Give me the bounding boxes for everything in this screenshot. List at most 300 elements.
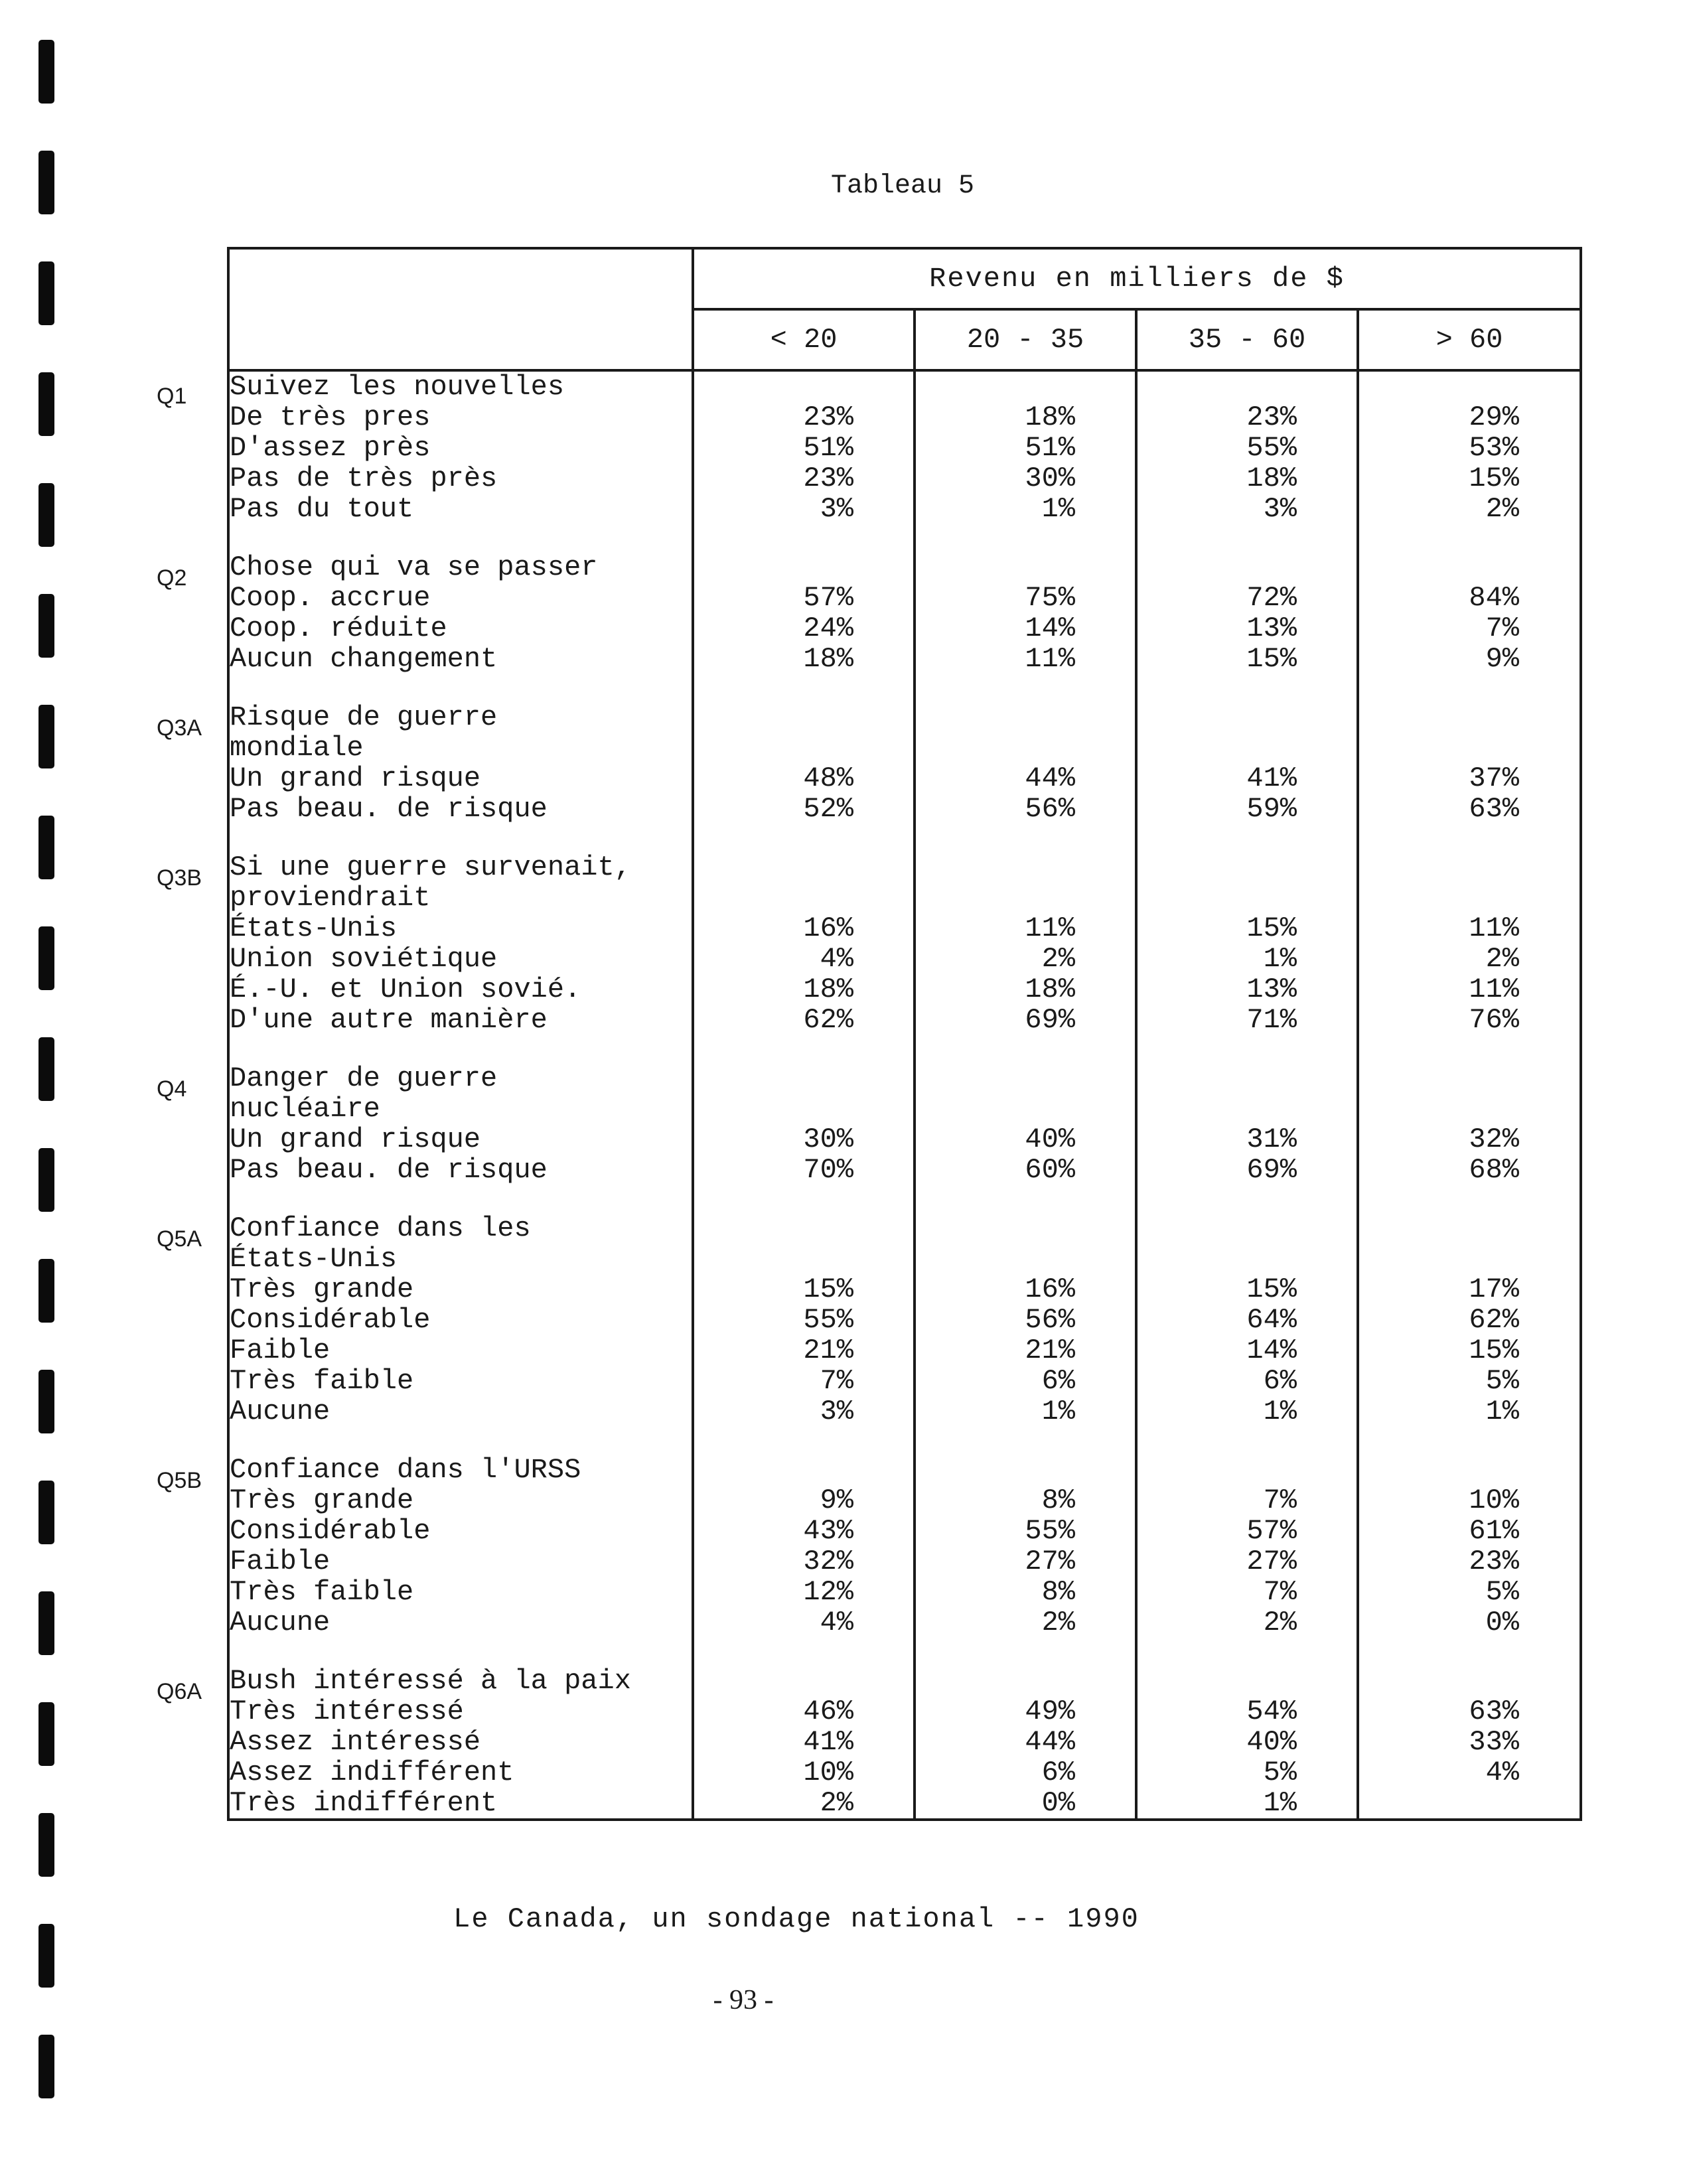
percent-value: 31% [1246,1124,1297,1155]
page-number: - 93 - [713,1985,774,2015]
value-cell [693,763,915,794]
table-row [228,974,1581,1005]
value-cell [1358,1124,1581,1155]
percent-value: 33% [1469,1726,1519,1758]
empty-cell [1358,1035,1581,1063]
percent-value: 2% [1263,1607,1297,1638]
empty-cell [1358,1455,1581,1485]
value-cell [1136,613,1358,644]
empty-cell [228,674,693,702]
table-row [228,463,1581,494]
value-cell [1136,1274,1358,1305]
row-label: Aucun changement [228,644,693,674]
empty-cell [228,1427,693,1455]
binding-hole [38,926,54,990]
percent-value: 51% [803,432,853,464]
empty-cell [693,1638,915,1666]
table-row [228,1124,1581,1155]
section-heading-row [228,1094,1581,1124]
empty-cell [1136,702,1358,733]
empty-cell [1358,1094,1581,1124]
percent-value: 52% [803,793,853,825]
percent-value: 1% [1263,1396,1297,1427]
table-row [228,1274,1581,1305]
value-cell [693,1274,915,1305]
value-cell [1136,1788,1358,1820]
empty-cell [693,1094,915,1124]
value-cell [915,1124,1136,1155]
value-cell [915,794,1136,824]
section-heading-row [228,370,1581,402]
section-heading: Confiance dans les [228,1213,693,1244]
table-row [228,944,1581,974]
value-cell [693,1005,915,1035]
row-label: Un grand risque [228,763,693,794]
value-cell [693,913,915,944]
percent-value: 62% [803,1004,853,1036]
value-cell [915,1788,1136,1820]
percent-value: 1% [1485,1396,1519,1427]
binding-hole [38,483,54,547]
percent-value: 13% [1246,613,1297,644]
value-cell [1358,433,1581,463]
percent-value: 5% [1485,1576,1519,1608]
percent-value: 56% [1025,793,1075,825]
empty-cell [1358,1063,1581,1094]
value-cell [1358,463,1581,494]
value-cell [1136,1546,1358,1577]
table-row [228,1485,1581,1516]
value-cell [915,1696,1136,1727]
percent-value: 4% [820,943,853,975]
table-row [228,913,1581,944]
percent-value: 15% [1246,1274,1297,1305]
section-heading-row [228,1666,1581,1696]
section-heading: Confiance dans l'URSS [228,1455,693,1485]
percent-value: 44% [1025,1726,1075,1758]
percent-value: 2% [1485,493,1519,525]
percent-value: 75% [1025,582,1075,614]
binding-hole [38,372,54,436]
empty-cell [228,1638,693,1666]
empty-cell [693,1427,915,1455]
binding-hole [38,705,54,768]
table-row [228,1696,1581,1727]
percent-value: 7% [820,1365,853,1397]
value-cell [1358,913,1581,944]
table-row [228,763,1581,794]
percent-value: 18% [1025,974,1075,1005]
table-row [228,1577,1581,1607]
section-heading-row [228,1213,1581,1244]
percent-value: 32% [1469,1124,1519,1155]
value-cell [1136,1396,1358,1427]
percent-value: 71% [1246,1004,1297,1036]
row-label: Aucune [228,1607,693,1638]
percent-value: 44% [1025,763,1075,794]
empty-cell [1358,852,1581,883]
percent-value: 84% [1469,582,1519,614]
percent-value: 2% [820,1787,853,1819]
question-label: Q4 [157,1076,187,1102]
table-row [228,1516,1581,1546]
value-cell [1136,644,1358,674]
percent-value: 11% [1025,912,1075,944]
value-cell [1136,1124,1358,1155]
empty-cell [693,1455,915,1485]
empty-cell [693,733,915,763]
question-label: Q3A [157,715,202,741]
binding-hole [38,1481,54,1544]
binding-hole [38,2035,54,2098]
percent-value: 68% [1469,1154,1519,1186]
table-row [228,402,1581,433]
empty-cell [1136,1063,1358,1094]
percent-value: 23% [1246,401,1297,433]
percent-value: 57% [1246,1515,1297,1547]
percent-value: 16% [1025,1274,1075,1305]
section-heading: États-Unis [228,1244,693,1274]
empty-cell [693,370,915,402]
percent-value: 40% [1246,1726,1297,1758]
percent-value: 53% [1469,432,1519,464]
percent-value: 1% [1041,493,1075,525]
percent-value: 57% [803,582,853,614]
empty-cell [228,1185,693,1213]
percent-value: 18% [803,643,853,675]
value-cell [915,1485,1136,1516]
row-label: É.-U. et Union sovié. [228,974,693,1005]
table-row [228,1335,1581,1366]
empty-cell [915,1455,1136,1485]
value-cell [915,974,1136,1005]
empty-cell [1136,852,1358,883]
value-cell [693,974,915,1005]
percent-value: 51% [1025,432,1075,464]
percent-value: 41% [803,1726,853,1758]
percent-value: 43% [803,1515,853,1547]
percent-value: 6% [1041,1757,1075,1788]
percent-value: 55% [803,1304,853,1336]
empty-cell [915,370,1136,402]
empty-cell [1358,1213,1581,1244]
percent-value: 16% [803,912,853,944]
value-cell [693,1155,915,1185]
percent-value: 15% [1246,643,1297,675]
binding-hole [38,594,54,658]
percent-value: 23% [803,401,853,433]
table-body [228,370,1581,1820]
percent-value: 24% [803,613,853,644]
value-cell [693,1696,915,1727]
percent-value: 3% [1263,493,1297,525]
section-gap-row [228,674,1581,702]
empty-cell [915,1427,1136,1455]
empty-cell [693,702,915,733]
row-label: Faible [228,1335,693,1366]
value-cell [1358,1696,1581,1727]
percent-value: 9% [1485,643,1519,675]
value-cell [915,402,1136,433]
empty-cell [1358,1666,1581,1696]
empty-cell [1136,1455,1358,1485]
empty-cell [915,852,1136,883]
empty-cell [915,1213,1136,1244]
value-cell [1358,944,1581,974]
table-row [228,1305,1581,1335]
percent-value: 48% [803,763,853,794]
empty-cell [1136,1427,1358,1455]
section-heading: Bush intéressé à la paix [228,1666,693,1696]
percent-value: 7% [1485,613,1519,644]
question-label: Q3B [157,865,202,891]
section-heading: mondiale [228,733,693,763]
empty-cell [693,524,915,552]
section-heading: Suivez les nouvelles [228,370,693,402]
value-cell [1136,1757,1358,1788]
section-heading: proviendrait [228,883,693,913]
percent-value: 27% [1246,1546,1297,1577]
percent-value: 5% [1485,1365,1519,1397]
binding-hole [38,1259,54,1323]
row-label: D'une autre manière [228,1005,693,1035]
row-label: Très grande [228,1485,693,1516]
percent-value: 12% [803,1576,853,1608]
empty-cell [1136,1638,1358,1666]
value-cell [693,1516,915,1546]
binding-holes [38,40,57,2163]
empty-cell [1358,1244,1581,1274]
percent-value: 15% [1469,1335,1519,1366]
binding-hole [38,1370,54,1433]
column-header: 35 - 60 [1136,309,1358,370]
value-cell [1358,1607,1581,1638]
empty-cell [1358,733,1581,763]
value-cell [693,1757,915,1788]
value-cell [693,494,915,524]
percent-value: 54% [1246,1696,1297,1727]
empty-cell [1358,1185,1581,1213]
empty-cell [1136,883,1358,913]
percent-value: 11% [1469,912,1519,944]
percent-value: 56% [1025,1304,1075,1336]
value-cell [693,433,915,463]
row-label: De très pres [228,402,693,433]
empty-cell [693,852,915,883]
value-cell [1136,913,1358,944]
value-cell [1358,1788,1581,1820]
value-cell [915,1274,1136,1305]
value-cell [915,494,1136,524]
value-cell [915,1155,1136,1185]
empty-cell [1136,1213,1358,1244]
empty-cell [693,824,915,852]
value-cell [915,763,1136,794]
percent-value: 7% [1263,1485,1297,1516]
value-cell [915,1727,1136,1757]
table-row [228,1005,1581,1035]
row-label: Très faible [228,1577,693,1607]
percent-value: 0% [1041,1787,1075,1819]
value-cell [1358,613,1581,644]
percent-value: 18% [1246,463,1297,494]
empty-cell [1358,524,1581,552]
percent-value: 7% [1263,1576,1297,1608]
percent-value: 70% [803,1154,853,1186]
percent-value: 55% [1025,1515,1075,1547]
table-row [228,494,1581,524]
value-cell [915,463,1136,494]
empty-cell [1358,702,1581,733]
value-cell [693,402,915,433]
value-cell [915,1366,1136,1396]
value-cell [1136,1335,1358,1366]
value-cell [915,1757,1136,1788]
table-title: Tableau 5 [830,171,975,201]
value-cell [1358,1335,1581,1366]
value-cell [1358,1757,1581,1788]
value-cell [1358,1577,1581,1607]
percent-value: 62% [1469,1304,1519,1336]
empty-cell [915,733,1136,763]
empty-cell [1136,370,1358,402]
percent-value: 27% [1025,1546,1075,1577]
table-row [228,1788,1581,1820]
empty-cell [693,1666,915,1696]
percent-value: 55% [1246,432,1297,464]
percent-value: 15% [803,1274,853,1305]
empty-cell [1136,1035,1358,1063]
empty-cell [1136,1244,1358,1274]
value-cell [1358,794,1581,824]
footer-caption: Le Canada, un sondage national -- 1990 [453,1903,1140,1935]
row-label: Union soviétique [228,944,693,974]
value-cell [1358,1546,1581,1577]
percent-value: 72% [1246,582,1297,614]
empty-cell [228,1035,693,1063]
row-label: Pas du tout [228,494,693,524]
percent-value: 37% [1469,763,1519,794]
section-heading-row [228,1455,1581,1485]
value-cell [1358,1305,1581,1335]
empty-cell [915,702,1136,733]
empty-cell [1136,1666,1358,1696]
percent-value: 61% [1469,1515,1519,1547]
value-cell [915,1607,1136,1638]
percent-value: 1% [1263,943,1297,975]
percent-value: 23% [803,463,853,494]
percent-value: 17% [1469,1274,1519,1305]
value-cell [1136,1727,1358,1757]
revenue-header: Revenu en milliers de $ [693,248,1581,309]
value-cell [693,463,915,494]
percent-value: 6% [1041,1365,1075,1397]
section-heading-row [228,552,1581,583]
binding-hole [38,1148,54,1212]
value-cell [693,1788,915,1820]
value-cell [915,1546,1136,1577]
section-gap-row [228,824,1581,852]
question-label: Q5B [157,1468,202,1493]
percent-value: 69% [1025,1004,1075,1036]
value-cell [1136,1607,1358,1638]
empty-cell [915,1666,1136,1696]
value-cell [1136,974,1358,1005]
value-cell [915,1396,1136,1427]
binding-hole [38,1702,54,1766]
value-cell [915,913,1136,944]
percent-value: 2% [1041,1607,1075,1638]
section-heading: Danger de guerre [228,1063,693,1094]
value-cell [693,794,915,824]
empty-cell [1358,883,1581,913]
value-cell [1136,1516,1358,1546]
value-cell [693,944,915,974]
row-label: Très grande [228,1274,693,1305]
empty-cell [1136,524,1358,552]
section-gap-row [228,1638,1581,1666]
value-cell [1358,494,1581,524]
value-cell [693,1124,915,1155]
percent-value: 11% [1469,974,1519,1005]
row-label: Assez intéressé [228,1727,693,1757]
value-cell [693,1305,915,1335]
section-gap-row [228,1185,1581,1213]
percent-value: 32% [803,1546,853,1577]
percent-value: 14% [1246,1335,1297,1366]
empty-cell [915,552,1136,583]
empty-cell [1136,1185,1358,1213]
question-label: Q1 [157,384,187,409]
percent-value: 46% [803,1696,853,1727]
table-row [228,1366,1581,1396]
value-cell [693,1366,915,1396]
empty-cell [228,524,693,552]
percent-value: 1% [1263,1787,1297,1819]
value-cell [693,583,915,613]
value-cell [1358,974,1581,1005]
value-cell [1358,1366,1581,1396]
empty-cell [1136,1094,1358,1124]
row-label: Coop. accrue [228,583,693,613]
percent-value: 21% [1025,1335,1075,1366]
table-row [228,1546,1581,1577]
percent-value: 2% [1041,943,1075,975]
table-row [228,1727,1581,1757]
value-cell [1136,494,1358,524]
empty-cell [915,883,1136,913]
value-cell [1136,1577,1358,1607]
section-gap-row [228,1427,1581,1455]
empty-cell [693,674,915,702]
empty-cell [693,1244,915,1274]
data-table [227,247,1582,1821]
column-header: < 20 [693,309,915,370]
value-cell [693,1485,915,1516]
percent-value: 0% [1485,1607,1519,1638]
value-cell [1136,1696,1358,1727]
percent-value: 49% [1025,1696,1075,1727]
value-cell [1358,1005,1581,1035]
percent-value: 2% [1485,943,1519,975]
section-heading-row [228,702,1581,733]
table-row [228,1757,1581,1788]
value-cell [1358,644,1581,674]
value-cell [693,1727,915,1757]
percent-value: 59% [1246,793,1297,825]
value-cell [693,613,915,644]
value-cell [915,583,1136,613]
